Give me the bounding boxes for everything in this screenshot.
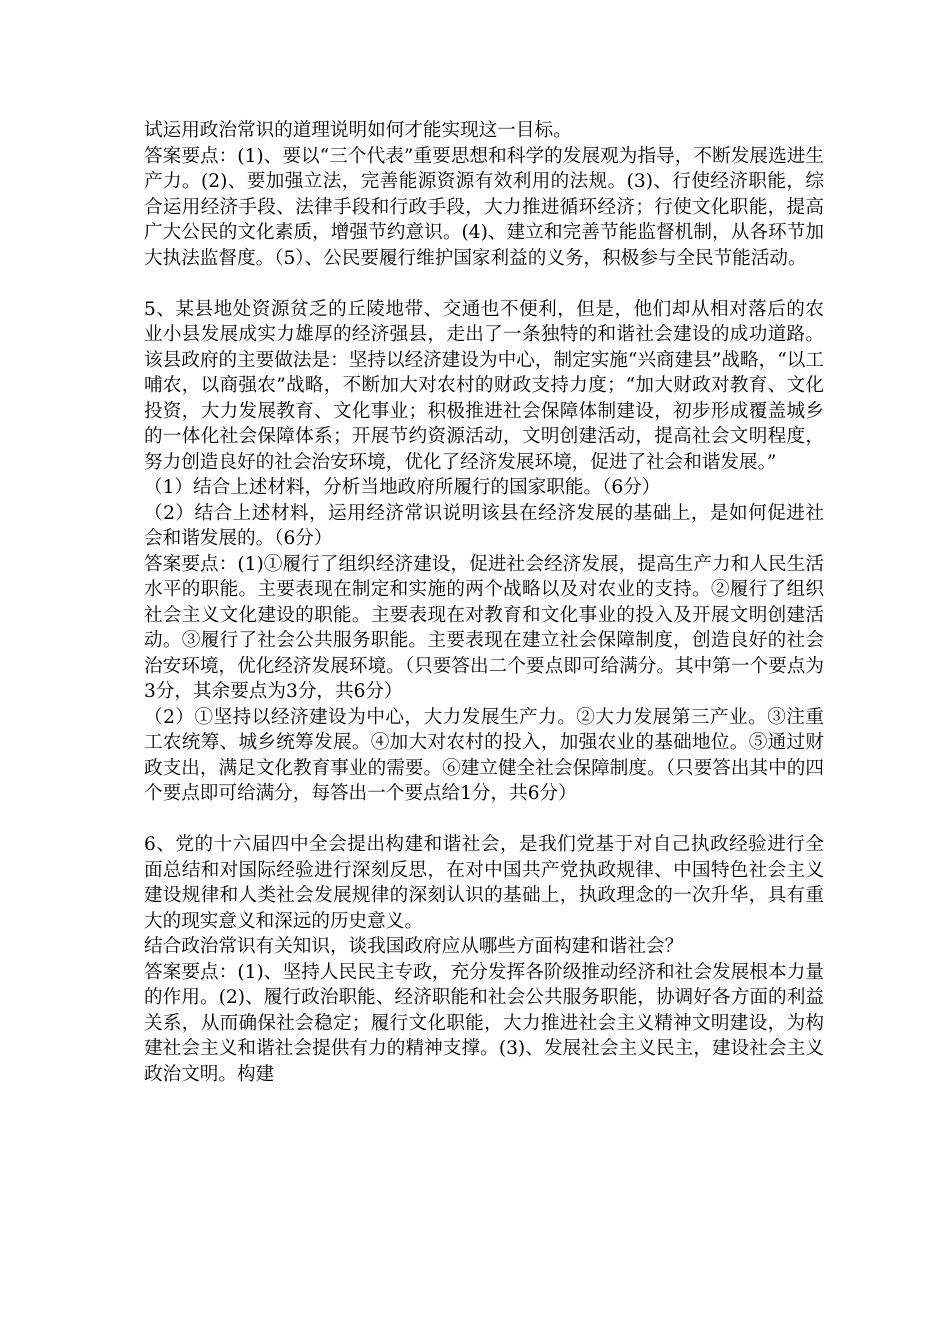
question-material: 6、党的十六届四中全会提出构建和谐社会，是我们党基于对自己执政经验进行全面总结和对国际经验进行深刻反思，在对中国共产党执政规律、中国特色社会主义建设规律和人类社会发展规律的深刻认识的基础上，执政理念的一次升华，具有重大的现实意义和深远的历史意义。 [144, 834, 824, 932]
sub-question-1: （1）结合上述材料，分析当地政府所履行的国家职能。（6分） [144, 477, 661, 498]
blank-line [144, 271, 824, 297]
question-prompt: 结合政治常识有关知识，谈我国政府应从哪些方面构建和谐社会？ [144, 936, 684, 957]
blank-line [144, 807, 824, 833]
answer-points-1: 答案要点：(1)①履行了组织经济建设，促进社会经济发展，提高生产力和人民生活水平的职能。主要表现在制定和实施的两个战略以及对农业的支持。②履行了组织社会主义文化建设的职能。主要表现在对教育和文化事业的投入及开展文明创建活动。③履行了社会公共服务职能。主要表现在建立社会保障制度，创造良好的社会治安环境，优化经济发展环境。（只要答出二个要点即可给满分。其中第一个要点为3分，其余要点为3分，共6分） [144, 553, 824, 702]
question-prompt: 试运用政治常识的道理说明如何才能实现这一目标。 [144, 120, 572, 141]
sub-question-2: （2）结合上述材料，运用经济常识说明该县在经济发展的基础上，是如何促进社会和谐发展的。（6分） [144, 502, 824, 549]
answer-points-2: （2）①坚持以经济建设为中心，大力发展生产力。②大力发展第三产业。③注重工农统筹、城乡统筹发展。④加大对农村的投入，加强农业的基础地位。⑤通过财政支出，满足文化教育事业的需要。⑥建立健全社会保障制度。（只要答出其中的四个要点即可给满分，每答出一个要点给1分，共6分） [144, 706, 824, 804]
document-page [144, 118, 824, 1087]
section-answer-4 [144, 118, 824, 271]
answer-points: 答案要点：(1)、坚持人民民主专政，充分发挥各阶级推动经济和社会发展根本力量的作用。(2)、履行政治职能、经济职能和社会公共服务职能，协调好各方面的利益关系，从而确保社会稳定；履行文化职能，大力推进社会主义精神文明建设，为构建社会主义和谐社会提供有力的精神支撑。(3)、发展社会主义民主，建设社会主义政治文明。构建 [144, 961, 824, 1085]
question-material: 5、某县地处资源贫乏的丘陵地带、交通也不便利，但是，他们却从相对落后的农业小县发展成实力雄厚的经济强县，走出了一条独特的和谐社会建设的成功道路。该县政府的主要做法是：坚持以经济建设为中心，制定实施“兴商建县”战略，“以工哺农，以商强农”战略，不断加大对农村的财政支持力度；“加大财政对教育、文化投资，大力发展教育、文化事业；积极推进社会保障体制建设，初步形成覆盖城乡的一体化社会保障体系；开展节约资源活动，文明创建活动，提高社会文明程度，努力创造良好的社会治安环境，优化了经济发展环境，促进了社会和谐发展。” [144, 298, 824, 473]
section-question-6 [144, 832, 824, 1087]
answer-points: 答案要点：(1)、要以“三个代表”重要思想和科学的发展观为指导，不断发展选进生产力。(2)、要加强立法，完善能源资源有效利用的法规。(3)、行使经济职能，综合运用经济手段、法律手段和行政手段，大力推进循环经济；行使文化职能，提高广大公民的文化素质，增强节约意识。(4)、建立和完善节能监督机制，从各环节加大执法监督度。（5）、公民要履行维护国家利益的义务，积极参与全民节能活动。 [144, 145, 824, 269]
section-question-5 [144, 297, 824, 807]
